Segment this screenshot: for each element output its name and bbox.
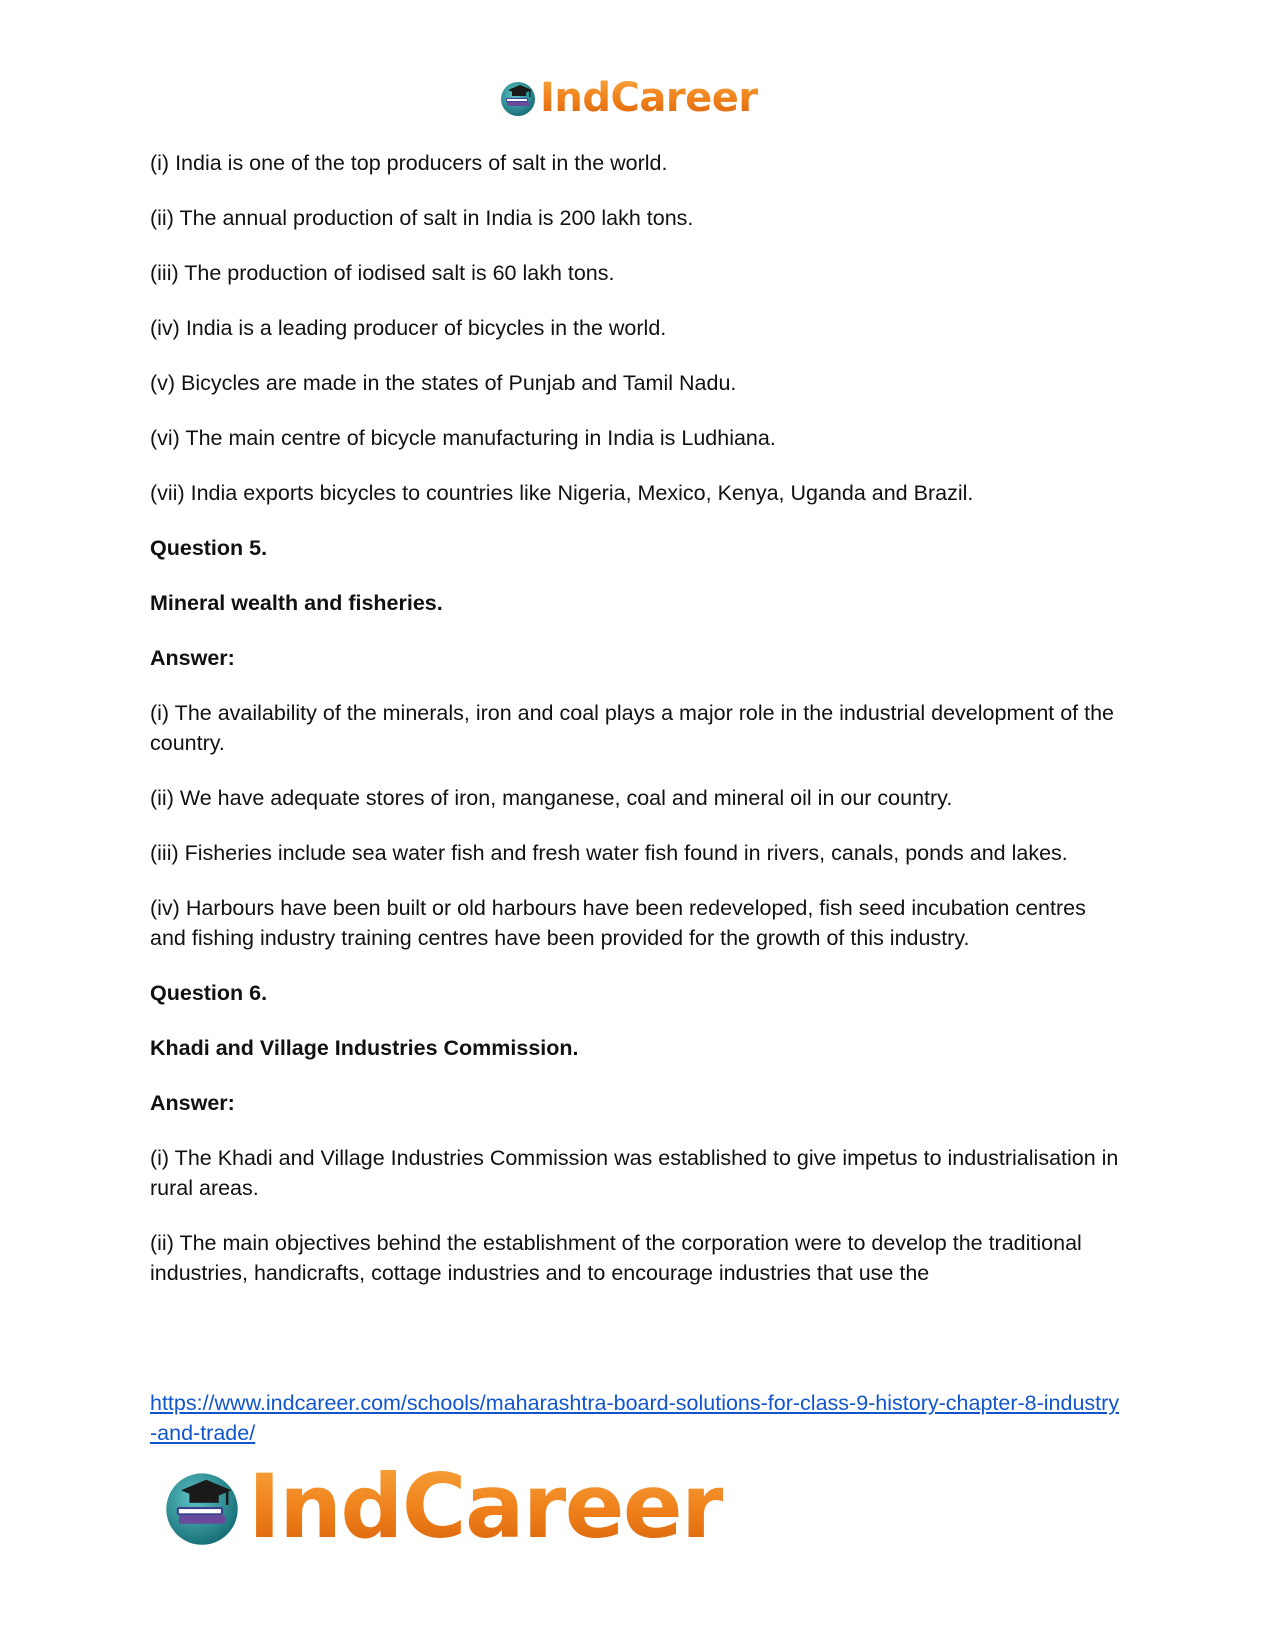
header-logo xyxy=(498,75,758,121)
paragraph: (vii) India exports bicycles to countries like Nigeria, Mexico, Kenya, Uganda and Brazil. xyxy=(150,481,974,505)
heading-line: Answer: xyxy=(150,1091,235,1115)
paragraph: (ii) The annual production of salt in India is 200 lakh tons. xyxy=(150,206,694,230)
document-body xyxy=(150,148,1125,1313)
paragraph: (ii) We have adequate stores of iron, manganese, coal and mineral oil in our country. xyxy=(150,786,953,810)
paragraph: (iii) Fisheries include sea water fish and fresh water fish found in rivers, canals, ponds and lakes. xyxy=(150,841,1068,865)
paragraph: (i) The Khadi and Village Industries Commission was established to give impetus to industrialisation in rural areas. xyxy=(150,1146,1119,1200)
paragraph: (iv) India is a leading producer of bicycles in the world. xyxy=(150,316,667,340)
paragraph: (ii) The main objectives behind the establishment of the corporation were to develop the traditional industries, handicrafts, cottage industries and to encourage industries that use the xyxy=(150,1231,1082,1285)
paragraph: (vi) The main centre of bicycle manufacturing in India is Ludhiana. xyxy=(150,426,776,450)
paragraph: (i) The availability of the minerals, iron and coal plays a major role in the industrial development of the country. xyxy=(150,701,1115,755)
paragraph: (v) Bicycles are made in the states of Punjab and Tamil Nadu. xyxy=(150,371,737,395)
heading-line: Question 6. xyxy=(150,981,268,1005)
heading-line: Mineral wealth and fisheries. xyxy=(150,591,443,615)
paragraph: (iii) The production of iodised salt is 60 lakh tons. xyxy=(150,261,615,285)
globe-book-icon xyxy=(498,78,538,118)
heading-line: Question 5. xyxy=(150,536,268,560)
heading-line: Khadi and Village Industries Commission. xyxy=(150,1036,579,1060)
paragraph: (i) India is one of the top producers of salt in the world. xyxy=(150,151,668,175)
paragraph: (iv) Harbours have been built or old harbours have been redeveloped, fish seed incubation centres and fishing industry training centres have been provided for the growth of this industry. xyxy=(150,896,1086,950)
heading-line: Answer: xyxy=(150,646,235,670)
globe-book-icon xyxy=(160,1465,244,1549)
source-link[interactable]: https://www.indcareer.com/schools/maharashtra-board-solutions-for-class-9-history-chapter-8-industry-and-trade/ xyxy=(150,1391,1120,1445)
footer-logo xyxy=(160,1455,724,1558)
logo-wordmark: IndCareer xyxy=(248,1455,724,1558)
logo-wordmark: IndCareer xyxy=(540,75,758,121)
